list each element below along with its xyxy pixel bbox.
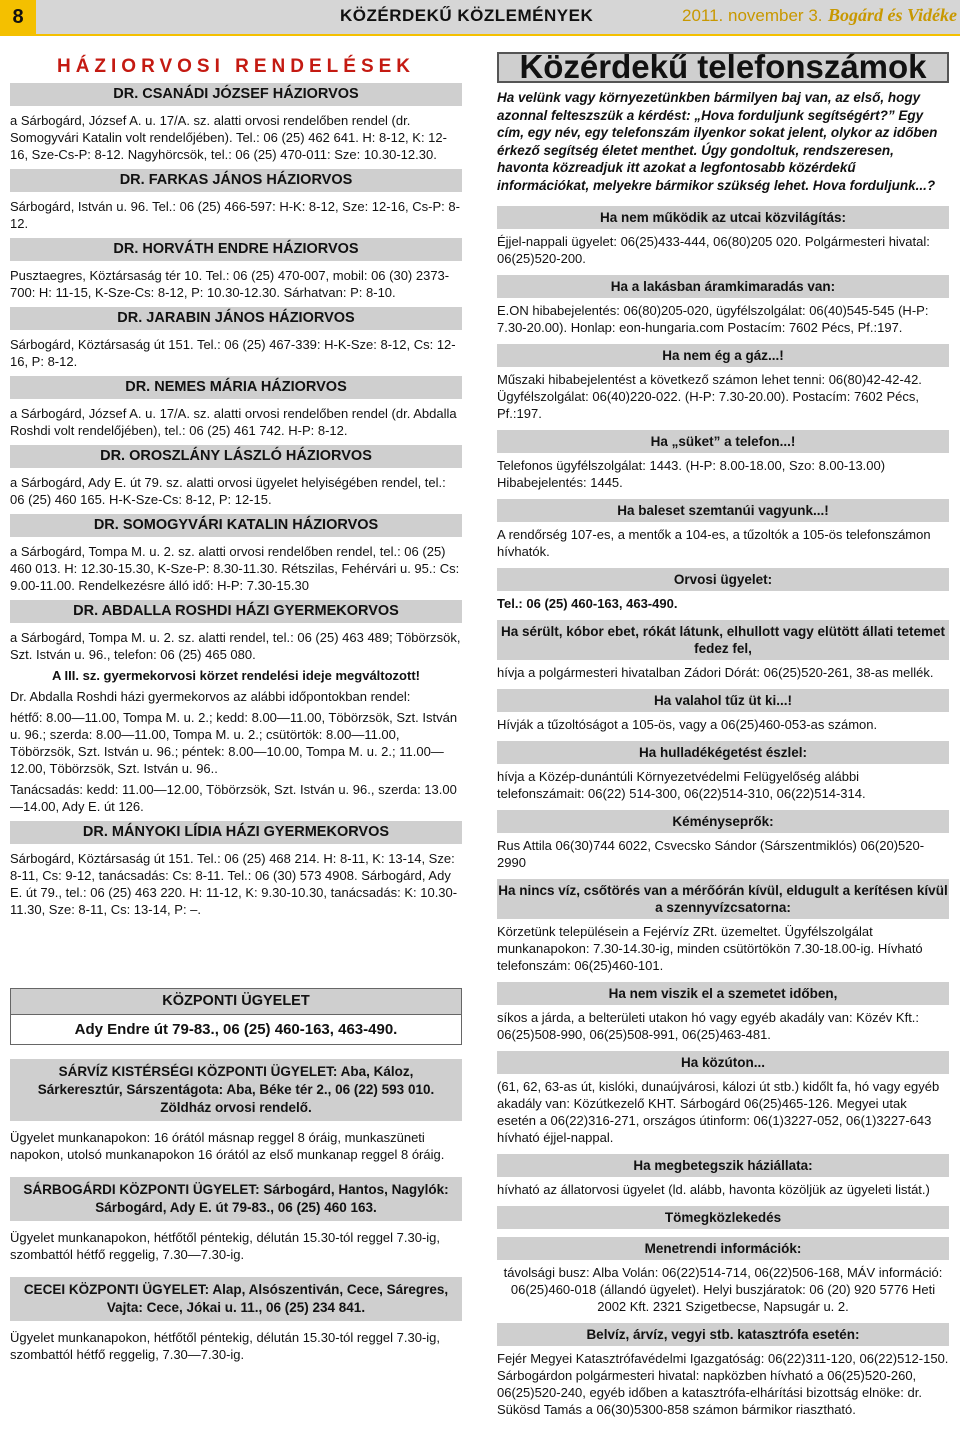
doctor-heading: DR. SOMOGYVÁRI KATALIN HÁZIORVOS: [10, 514, 462, 537]
intro-text: Ha velünk vagy környezetünkben bármilyen baj van, az első, hogy azonnal felteszszük a kérdést: „Hova forduljunk segítségért?” Egy cím, egy név, egy telefonszám ilyenkor sokat jelent, olykor az időben érkező segítség életet menthet. Úgy gondoltuk, rendszeresen, havonta közreadjuk itt azokat a legfontosabb közérdekű információkat, melyekre bármikor szükség lehet. Hova forduljunk...?: [497, 90, 938, 193]
doctor-heading: DR. JARABIN JÁNOS HÁZIORVOS: [10, 307, 462, 330]
section-heading: Ha nem működik az utcai közvilágítás:: [497, 206, 949, 229]
ugyelet-box: SÁRBOGÁRDI KÖZPONTI ÜGYELET: Sárbogárd, Hantos, Nagylók: Sárbogárd, Ady E. út 79-83., 06 (25) 460 163.: [10, 1177, 462, 1221]
section-text: A rendőrség 107-es, a mentők a 104-es, a tűzoltók a 105-ös telefonszámon hívhatók.: [497, 527, 931, 559]
section-text: Körzetünk településein a Fejérvíz ZRt. üzemeltet. Ügyfélszolgálat munkanapokon: 7.30-14.30-ig, minden csütörtökön 7.30-18.00-ig. Hívható telefonszám: 06(25)460-101.: [497, 924, 923, 973]
ugyelet-box: CECEI KÖZPONTI ÜGYELET: Alap, Alsószentiván, Cece, Sáregres, Vajta: Cece, Jókai u. 11., 06 (25) 234 841.: [10, 1277, 462, 1321]
doctor-details: Dr. Abdalla Roshdi házi gyermekorvos az alábbi időpontokban rendel:: [10, 689, 411, 704]
doctor-details: Pusztaegres, Köztársaság tér 10. Tel.: 06 (25) 470-007, mobil: 06 (30) 2373-700: H: 11-15, K-Sze-Cs: 8-12, P: 10.30-12.30. Sárhatvan: P: 8-10.: [10, 268, 450, 300]
doctor-heading: DR. OROSZLÁNY LÁSZLÓ HÁZIORVOS: [10, 445, 462, 468]
ugyelet-text: Ügyelet munkanapokon: 16 órától másnap reggel 8 óráig, munkaszüneti napokon, utolsó munkanapokon 16 órától az első munkanap reggel 8 óráig.: [10, 1130, 445, 1162]
doctor-details: a Sárbogárd, Ady E. út 79. sz. alatti orvosi ügyelet helyiségében rendel, tel.: 06 (25) 460 165. H-K-Sze-Cs: 8-12, P: 12-15.: [10, 475, 446, 507]
ugyelet-text: Ügyelet munkanapokon, hétfőtől péntekig, délután 15.30-tól reggel 7.30-ig, szombattól hétfő reggelig, 7.30—7.30-ig.: [10, 1230, 441, 1262]
doctor-tanacsadas: Tanácsadás: kedd: 11.00—12.00, Töbörzsök, Szt. István u. 96., szerda: 13.00—14.00, Ady E. út 126.: [10, 782, 457, 814]
section-heading: Ha hulladékégetést észlel:: [497, 741, 949, 764]
section-text: síkos a járda, a belterületi utakon hó vagy egyéb akadály van: Közév Kft.: 06(25)508-990, 06(25)508-991, 06(25)463-481.: [497, 1010, 920, 1042]
section-heading: Belvíz, árvíz, vegyi stb. katasztrófa esetén:: [497, 1323, 949, 1346]
doctor-heading: DR. MÁNYOKI LÍDIA HÁZI GYERMEKORVOS: [10, 821, 462, 844]
doctor-heading: DR. ABDALLA ROSHDI HÁZI GYERMEKORVOS: [10, 600, 462, 623]
doctor-heading: DR. FARKAS JÁNOS HÁZIORVOS: [10, 169, 462, 192]
doctor-details: a Sárbogárd, József A. u. 17/A. sz. alatti orvosi rendelőben rendel (dr. Somogyvári Katalin volt rendelőjében). Tel.: 06 (25) 462 641. H: 8-12, K: 12-16, Sze-Cs-P: 8-12. Nagyhörcsök, tel.: 06 (25) 470-011: Sze: 10.30-12.30.: [10, 113, 447, 162]
section-text: Tel.: 06 (25) 460-163, 463-490.: [497, 596, 678, 611]
doctor-heading: DR. CSANÁDI JÓZSEF HÁZIORVOS: [10, 83, 462, 106]
section-heading: Tömegközlekedés: [497, 1206, 949, 1229]
section-text: E.ON hibabejelentés: 06(80)205-020, ügyfélszolgálat: 06(40)545-545 (H-P: 7.30-20.00). Honlap: eon-hungaria.com Postacím: 7602 Pécs, Pf.:197.: [497, 303, 929, 335]
kozponti-ugyelet-address: Ady Endre út 79-83., 06 (25) 460-163, 463-490.: [74, 1021, 398, 1038]
doctor-details: a Sárbogárd, Tompa M. u. 2. sz. alatti orvosi rendelőben rendel, tel.: 06 (25) 460 013. H: 12.30-15.30, K-Sze-P: 8.30-11.30. Rétszilas, Fehérvári u. 95.: Cs: 9.00-11.00. Rendelkezésre álló idő: H-P: 7.30-15.30: [10, 544, 460, 593]
doctor-schedule: hétfő: 8.00—11.00, Tompa M. u. 2.; kedd: 8.00—11.00, Töbörzsök, Szt. István u. 96.; szerda: 8.00—11.00, Tompa M. u. 2.; csütörtök: 8.00—11.00, Töbörzsök, Szt. István u. 96.; péntek: 8.00—10.00, Tompa M. u. 2.; 11.00—12.00, Töbörzsök, Szt. István u. 96..: [10, 710, 458, 776]
section-heading: Ha megbetegszik háziállata:: [497, 1154, 949, 1177]
section-heading: Ha nem ég a gáz...!: [497, 344, 949, 367]
ugyelet-box: SÁRVÍZ KISTÉRSÉGI KÖZPONTI ÜGYELET: Aba, Káloz, Sárkeresztúr, Sárszentágota: Aba, Béke tér 2., 06 (22) 593 010. Zöldház orvosi rendelő.: [10, 1059, 462, 1121]
right-column: [497, 48, 949, 1422]
page-number: 8: [0, 0, 36, 34]
section-heading: Ha baleset szemtanúi vagyunk...!: [497, 499, 949, 522]
section-text: Telefonos ügyfélszolgálat: 1443. (H-P: 8.00-18.00, Szo: 8.00-13.00) Hibabejelentés: 1445.: [497, 458, 886, 490]
section-text: Hívják a tűzoltóságot a 105-ös, vagy a 06(25)460-053-as számon.: [497, 717, 878, 732]
doctor-details: Sárbogárd, Köztársaság út 151. Tel.: 06 (25) 467-339: H-K-Sze: 8-12, Cs: 12-16, P: 8-12.: [10, 337, 456, 369]
section-heading: Ha nincs víz, csőtörés van a mérőórán kívül, eldugult a kerítésen kívül a szennyvízcsatorna:: [497, 879, 949, 919]
section-heading: Ha a lakásban áramkimaradás van:: [497, 275, 949, 298]
doctor-details: a Sárbogárd, József A. u. 17/A. sz. alatti orvosi rendelőben rendel (dr. Abdalla Roshdi volt rendelőjében), tel.: 06 (25) 461 742. H-P: 8-12.: [10, 406, 457, 438]
section-text: hívja a polgármesteri hivatalban Zádori Dórát: 06(25)520-261, 38-as mellék.: [497, 665, 934, 680]
doctor-heading: DR. NEMES MÁRIA HÁZIORVOS: [10, 376, 462, 399]
haziorvos-title: HÁZIORVOSI RENDELÉSEK: [56, 56, 416, 77]
section-text: Rus Attila 06(30)744 6022, Csvecsko Sándor (Sárszentmiklós) 06(20)520-2990: [497, 838, 925, 870]
section-heading: Ha „süket” a telefon...!: [497, 430, 949, 453]
section-text: Műszaki hibabejelentést a következő számon lehet tenni: 06(80)42-42-42. Ügyfélszolgálat: 06(40)220-022. (H-P: 7.30-20.00). Postacím: 7602 Pécs, Pf.:197.: [497, 372, 922, 421]
header-rule: [0, 34, 960, 36]
section-title: KÖZÉRDEKŰ KÖZLEMÉNYEK: [340, 6, 594, 25]
ugyelet-text: Ügyelet munkanapokon, hétfőtől péntekig, délután 15.30-tól reggel 7.30-ig, szombattól hétfő reggelig, 7.30—7.30-ig.: [10, 1330, 441, 1362]
section-heading: Ha közúton...: [497, 1051, 949, 1074]
doctor-details: Sárbogárd, Köztársaság út 151. Tel.: 06 (25) 468 214. H: 8-11, K: 13-14, Sze: 8-11, Cs: 9-12, tanácsadás: Cs: 8-11. Tel.: 06 (30) 573 4908. Sárbogárd, Ady E. út 79., tel.: 06 (25) 463 220. H: 11-12, K: 9.30-10.30, tanácsadás: K: 10.30-11.30, Sze: 8-11, Cs: 13-14, P: –.: [10, 851, 458, 917]
section-heading: Orvosi ügyelet:: [497, 568, 949, 591]
left-column: [10, 52, 462, 1367]
telefonszamok-title: Közérdekű telefonszámok: [497, 52, 949, 83]
section-heading: Ha sérült, kóbor ebet, rókát látunk, elhullott vagy elütött állati tetemet fedez fel,: [497, 620, 949, 660]
doctor-details: a Sárbogárd, Tompa M. u. 2. sz. alatti rendel, tel.: 06 (25) 463 489; Töbörzsök, Szt. István u. 96., telefon: 06 (25) 465 080.: [10, 630, 461, 662]
issue-date: 2011. november 3.: [682, 6, 823, 25]
newspaper-brand: Bogárd és Vidéke: [828, 5, 957, 25]
section-text: hívható az állatorvosi ügyelet (ld. alább, havonta közöljük az ügyeleti listát.): [497, 1182, 930, 1197]
kozponti-ugyelet-title: KÖZPONTI ÜGYELET: [11, 989, 461, 1015]
doctor-details: Sárbogárd, István u. 96. Tel.: 06 (25) 466-597: H-K: 8-12, Sze: 12-16, Cs-P: 8-12.: [10, 199, 460, 231]
doctor-heading: DR. HORVÁTH ENDRE HÁZIORVOS: [10, 238, 462, 261]
section-heading: Ha nem viszik el a szemetet időben,: [497, 982, 949, 1005]
section-text: (61, 62, 63-as út, kislóki, dunaújvárosi, kálozi út stb.) kidőlt fa, hó vagy egyéb akadály van: Közútkezelő KHT. Sárbogárd 06(25)465-126. Megyei utak esetén a 06(22)316-271, országos útinform: 06(1)3227-052, 06(1)3227-643 hívható éjjel-nappal.: [497, 1079, 940, 1145]
section-heading: Menetrendi információk:: [497, 1237, 949, 1260]
section-heading: Ha valahol tűz üt ki...!: [497, 689, 949, 712]
section-text: Fejér Megyei Katasztrófavédelmi Igazgatóság: 06(22)311-120, 06(22)512-150. Sárbogárdon polgármesteri hivatal: napközben hívható a 06(25)520-260, 06(25)520-240, egyéb időben a katasztrófa-elhárítási bizottság elnöke: dr. Sükösd Tamás a 06(30)5300-858 számon bármikor riasztható.: [497, 1351, 949, 1417]
notice-changed: A III. sz. gyermekorvosi körzet rendelési ideje megváltozott!: [52, 668, 420, 683]
section-heading: Kéményseprők:: [497, 810, 949, 833]
section-text: távolsági busz: Alba Volán: 06(22)514-714, 06(22)506-168, MÁV információ: 06(25)460-018 (állandó ügyelet). Helyi buszjáratok: 06 (20) 920 5776 Heti 2002 Kft. 2321 Szigetbecse, Napsugár u. 2.: [503, 1265, 943, 1314]
section-text: hívja a Közép-dunántúli Környezetvédelmi Felügyelőség alábbi telefonszámait: 06(22) 514-300, 06(22)514-310, 06(22)514-314.: [497, 769, 866, 801]
kozponti-ugyelet-box: [10, 988, 462, 1045]
section-text: Éjjel-nappali ügyelet: 06(25)433-444, 06(80)205 020. Polgármesteri hivatal: 06(25)520-200.: [497, 234, 930, 266]
